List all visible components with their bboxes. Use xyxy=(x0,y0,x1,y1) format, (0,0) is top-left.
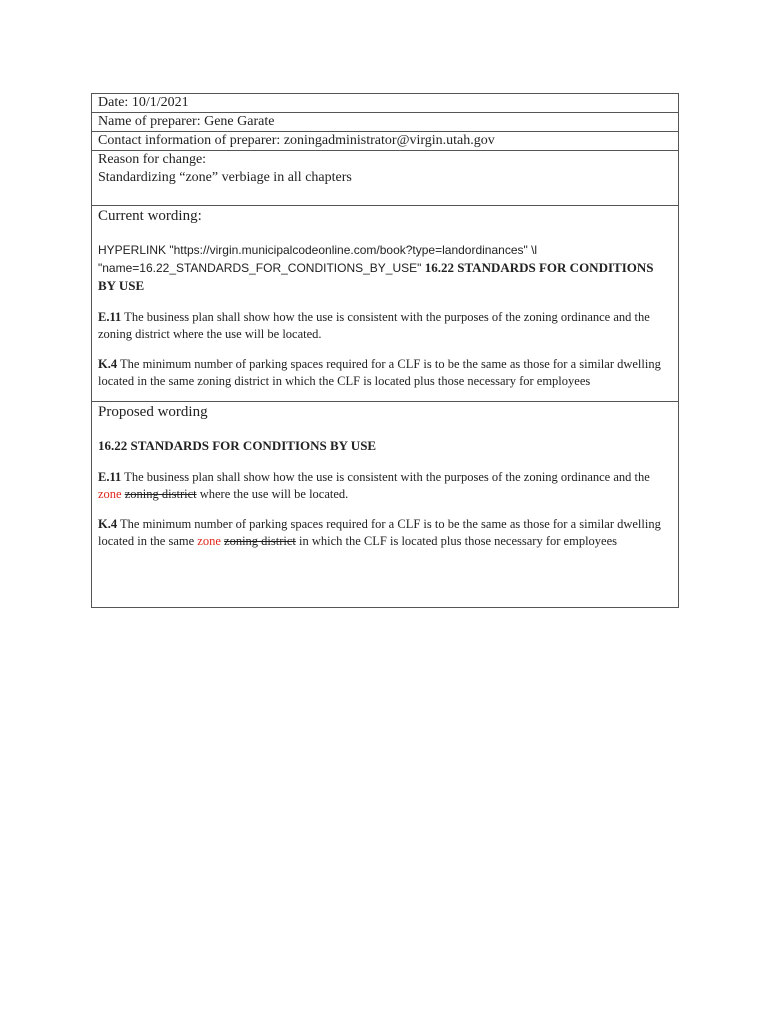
date-row xyxy=(92,94,678,113)
proposed-wording-label: Proposed wording xyxy=(98,404,208,420)
preparer-row xyxy=(92,113,678,132)
current-section-title: 16.22 STANDARDS FOR CONDITIONS BY USE xyxy=(98,260,654,293)
proposed-e11-label: E.11 xyxy=(98,470,122,484)
hyperlink-line-2: "name=16.22_STANDARDS_FOR_CONDITIONS_BY_USE" xyxy=(98,261,425,275)
date-text: Date: 10/1/2021 xyxy=(98,95,189,110)
current-k4-text: The minimum number of parking spaces required for a CLF is to be the same as those for a similar dwelling located in the same zoning district in which the CLF is located plus those necessary for employees xyxy=(98,357,661,388)
proposed-e11-deletion: zoning district xyxy=(124,486,197,501)
proposed-e11-insertion: zone xyxy=(98,486,122,501)
proposed-section-title: 16.22 STANDARDS FOR CONDITIONS BY USE xyxy=(98,438,377,453)
proposed-k4-label: K.4 xyxy=(98,517,118,531)
contact-row xyxy=(92,132,678,151)
hyperlink-field-code xyxy=(98,241,672,295)
reason-row xyxy=(92,151,678,206)
contact-text: Contact information of preparer: zoningadministrator@virgin.utah.gov xyxy=(98,133,495,148)
change-request-form xyxy=(91,93,679,608)
proposed-wording-section xyxy=(92,402,678,607)
preparer-text: Name of preparer: Gene Garate xyxy=(98,114,275,129)
current-e11-text: The business plan shall show how the use is consistent with the purposes of the zoning ordinance and the zoning district where the use will be located. xyxy=(98,310,650,341)
proposed-e11-paragraph xyxy=(98,469,672,502)
current-wording-section xyxy=(92,206,678,402)
reason-label: Reason for change: xyxy=(98,152,207,167)
proposed-k4-text-a: The minimum number of parking spaces required for a CLF is to be the same as those for a similar dwelling located in the same xyxy=(98,517,661,548)
reason-text: Standardizing “zone” verbiage in all chapters xyxy=(98,170,352,185)
proposed-k4-paragraph xyxy=(98,516,672,549)
current-e11-paragraph xyxy=(98,309,672,342)
current-e11-label: E.11 xyxy=(98,310,122,324)
proposed-e11-text-a: The business plan shall show how the use is consistent with the purposes of the zoning ordinance and the xyxy=(121,470,650,484)
hyperlink-line-1: HYPERLINK "https://virgin.municipalcodeonline.com/book?type=landordinances" \l xyxy=(98,243,538,257)
proposed-k4-insertion: zone xyxy=(197,533,221,548)
proposed-k4-deletion: zoning district xyxy=(224,533,296,548)
proposed-k4-text-b: in which the CLF is located plus those necessary for employees xyxy=(295,533,617,548)
current-k4-label: K.4 xyxy=(98,357,118,371)
proposed-e11-text-b: where the use will be located. xyxy=(196,486,349,501)
current-k4-paragraph xyxy=(98,356,672,389)
current-wording-label: Current wording: xyxy=(98,208,202,224)
